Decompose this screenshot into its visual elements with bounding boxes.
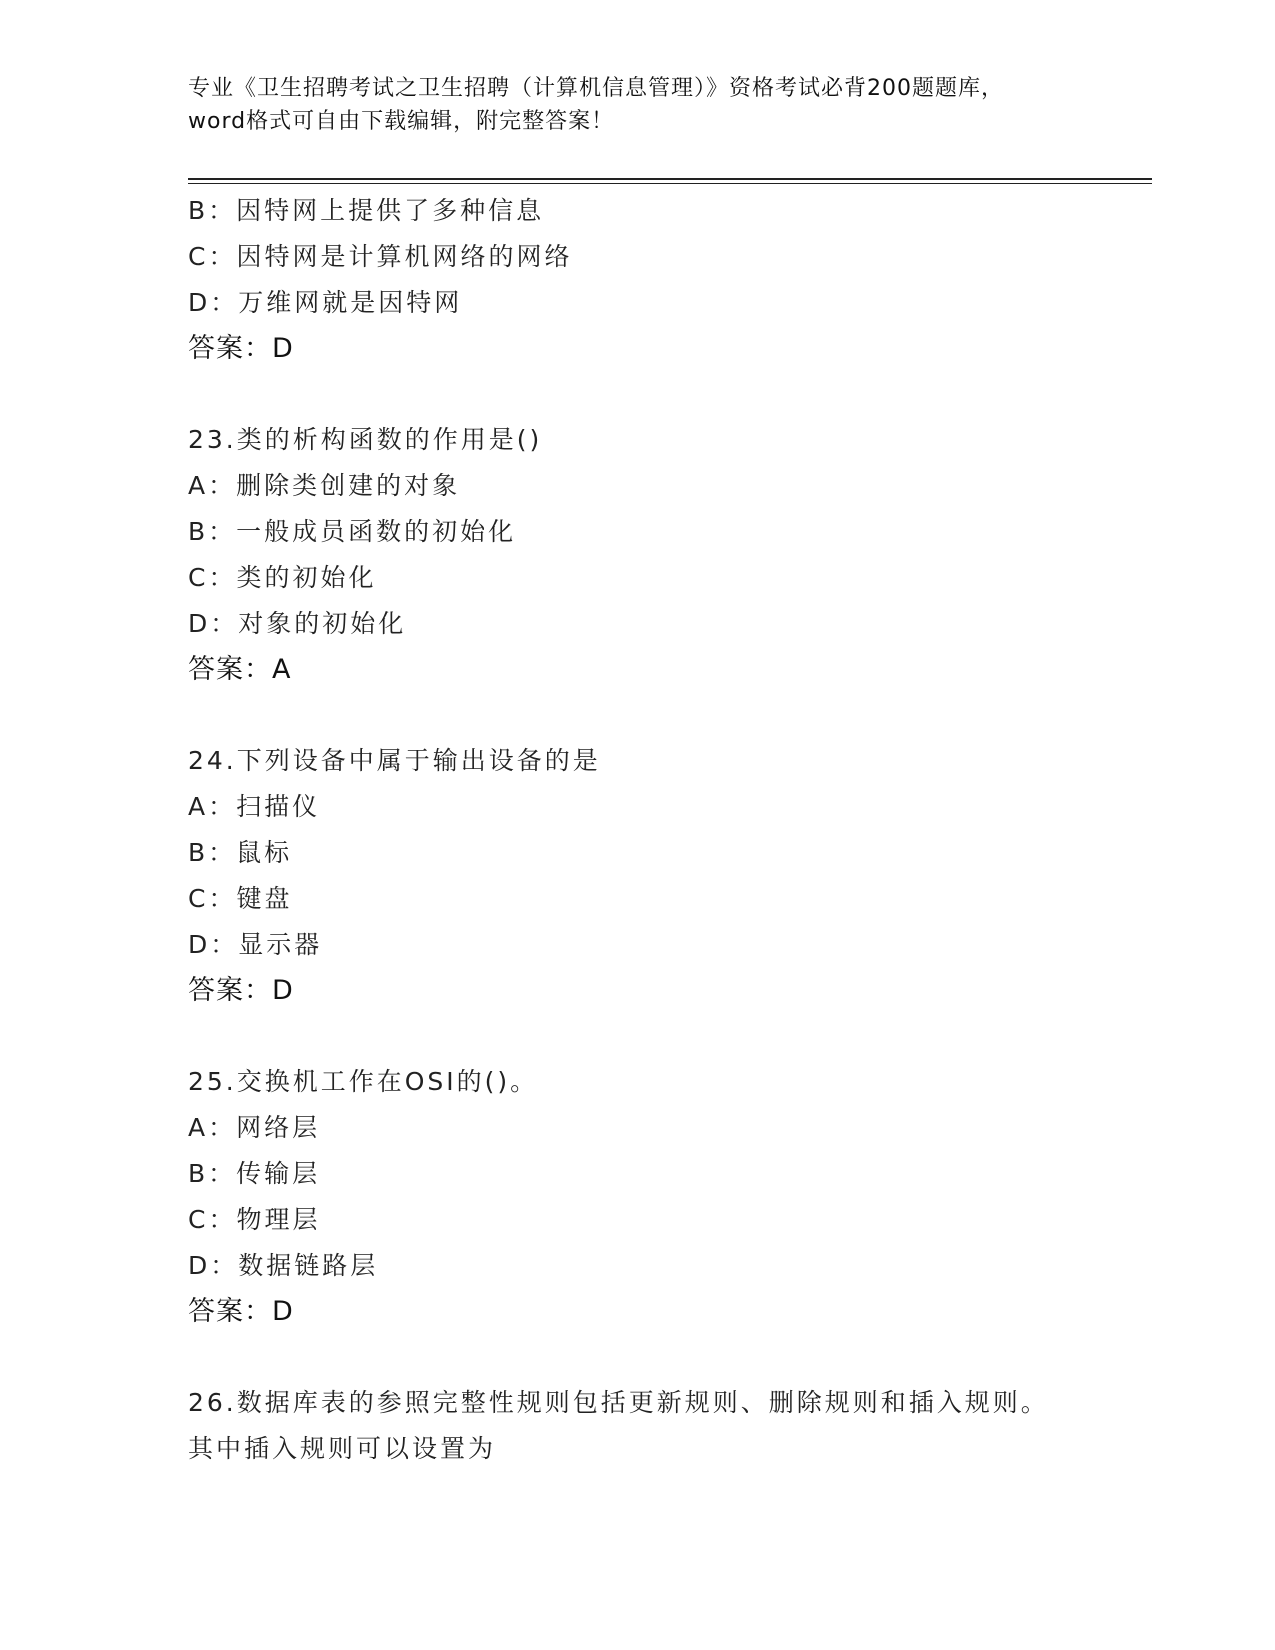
option-b: B：鼠标 — [188, 838, 293, 867]
option-c: C：物理层 — [188, 1205, 321, 1234]
question-block-23 — [188, 417, 1148, 693]
answer-line: 答案：D — [188, 1296, 294, 1327]
header-title-line-1: 专业《卫生招聘考试之卫生招聘（计算机信息管理）》资格考试必背200题题库， — [188, 76, 1004, 101]
question-content — [188, 188, 1148, 1472]
option-c: C：键盘 — [188, 884, 293, 913]
option-b: B：一般成员函数的初始化 — [188, 517, 517, 546]
question-block-24 — [188, 738, 1148, 1014]
header-title-line-2: word格式可自由下载编辑，附完整答案！ — [188, 109, 615, 134]
option-d: D：数据链路层 — [188, 1251, 379, 1280]
question-stem: 23.类的析构函数的作用是() — [188, 425, 543, 454]
answer-line: 答案：D — [188, 975, 294, 1006]
question-stem: 25.交换机工作在OSI的()。 — [188, 1067, 539, 1096]
answer-line: 答案：A — [188, 654, 292, 685]
option-b: B：传输层 — [188, 1159, 321, 1188]
option-d: D：对象的初始化 — [188, 609, 407, 638]
block-spacer — [188, 1335, 1148, 1380]
block-spacer — [188, 693, 1148, 738]
question-stem: 24.下列设备中属于输出设备的是 — [188, 746, 601, 775]
block-spacer — [188, 372, 1148, 417]
document-header — [188, 72, 1088, 138]
answer-line: 答案：D — [188, 333, 294, 364]
option-d: D：万维网就是因特网 — [188, 288, 463, 317]
question-block-26 — [188, 1380, 1148, 1472]
option-d: D：显示器 — [188, 930, 323, 959]
question-stem-line-1: 26.数据库表的参照完整性规则包括更新规则、删除规则和插入规则。 — [188, 1388, 1049, 1417]
option-c: C：因特网是计算机网络的网络 — [188, 242, 573, 271]
option-b: B：因特网上提供了多种信息 — [188, 196, 545, 225]
option-c: C：类的初始化 — [188, 563, 377, 592]
question-block-25 — [188, 1059, 1148, 1335]
question-block-22 — [188, 188, 1148, 372]
header-divider-thick — [188, 178, 1152, 180]
question-stem-line-2: 其中插入规则可以设置为 — [188, 1434, 497, 1463]
option-a: A：网络层 — [188, 1113, 321, 1142]
option-a: A：扫描仪 — [188, 792, 321, 821]
header-divider-thin — [188, 183, 1152, 184]
option-a: A：删除类创建的对象 — [188, 471, 461, 500]
block-spacer — [188, 1014, 1148, 1059]
